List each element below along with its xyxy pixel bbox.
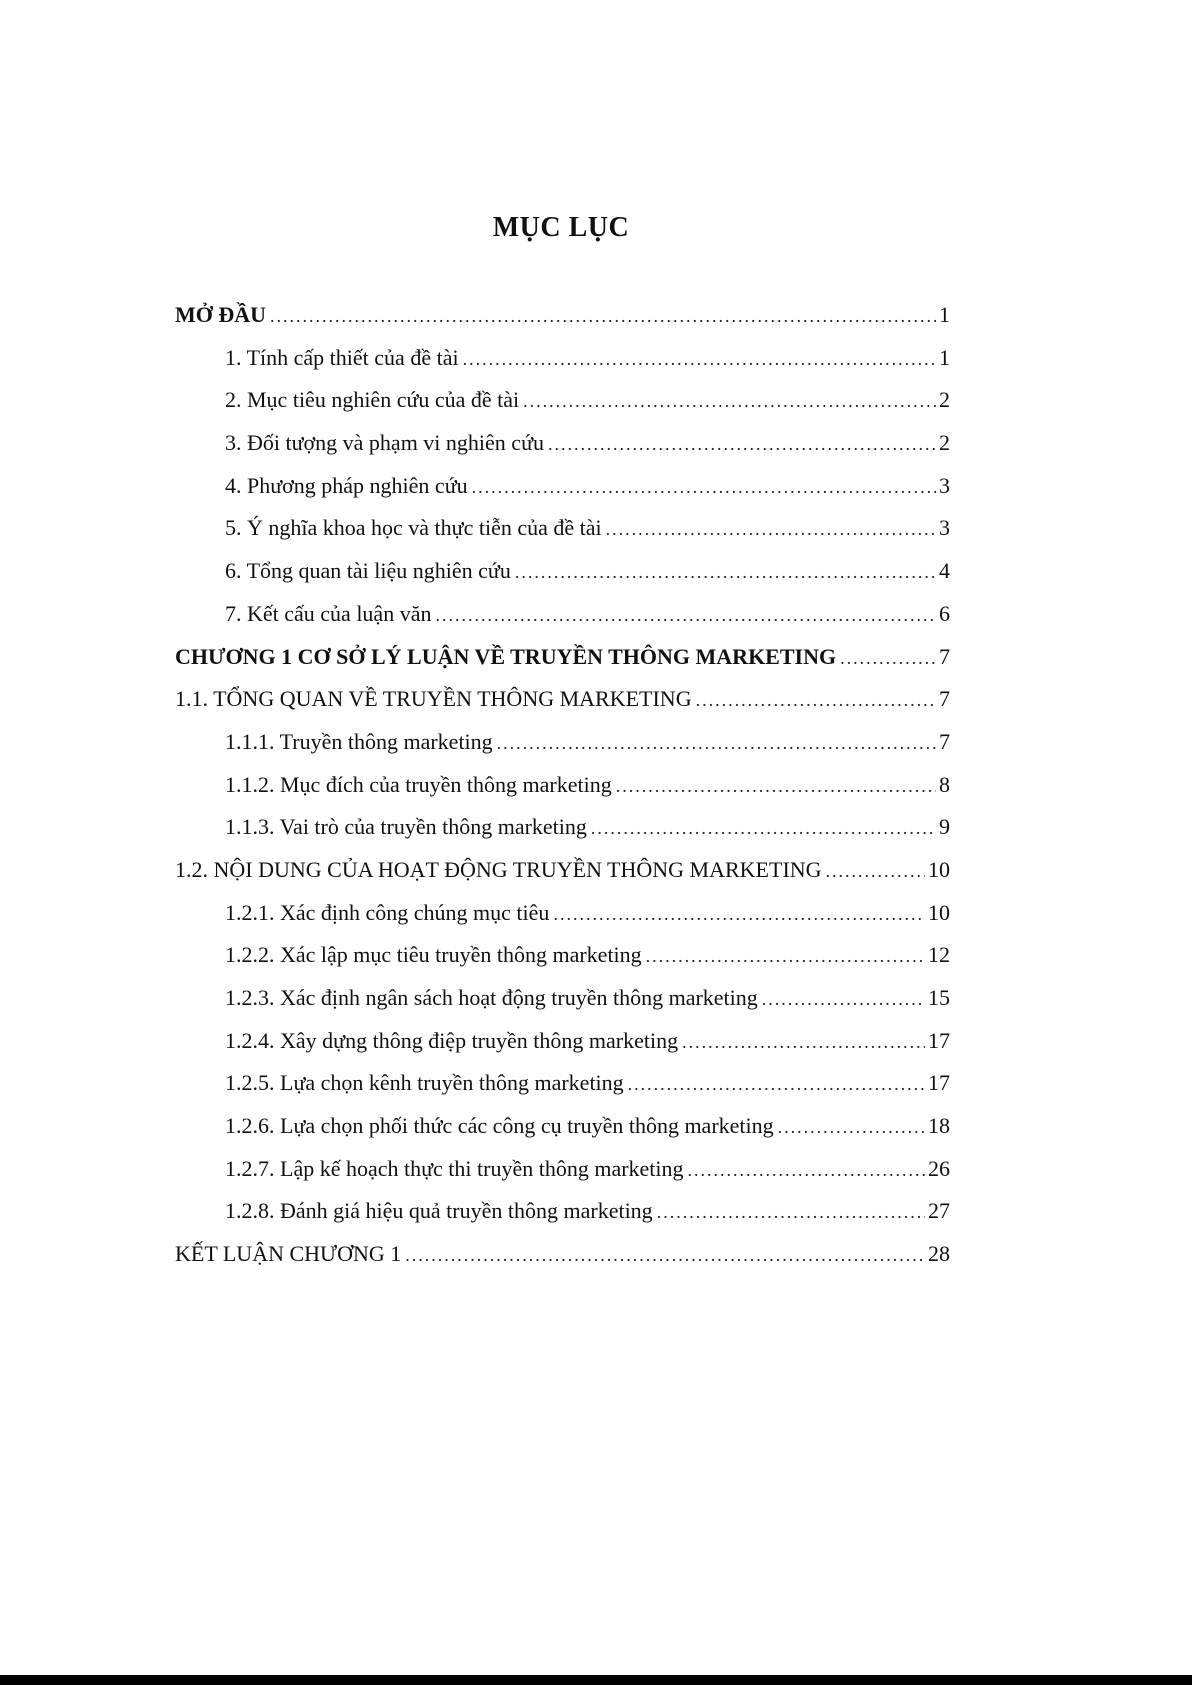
- toc-dot-leader: [657, 1202, 925, 1223]
- toc-entry: [175, 1070, 950, 1113]
- toc-entry-text: 1.2.6. Lựa chọn phối thức các công cụ truyền thông marketing: [225, 1113, 774, 1139]
- toc-dot-leader: [606, 519, 936, 540]
- toc-entry-page-number: 27: [928, 1198, 950, 1224]
- toc-entry-page-number: 8: [939, 771, 950, 797]
- toc-dot-leader: [435, 605, 936, 626]
- toc-dot-leader: [497, 733, 936, 754]
- toc-dot-leader: [628, 1074, 925, 1095]
- toc-entry: [175, 1156, 950, 1199]
- toc-entry-page-number: 10: [928, 899, 950, 925]
- toc-entry-text: 5. Ý nghĩa khoa học và thực tiễn của đề tài: [225, 515, 602, 541]
- toc-entry-page-number: 1: [939, 344, 950, 370]
- toc-entry-text: 7. Kết cấu của luận văn: [225, 600, 432, 626]
- toc-entry-page-number: 9: [939, 814, 950, 840]
- toc-entry-text: MỞ ĐẦU: [175, 302, 267, 327]
- toc-entry: [175, 473, 950, 516]
- toc-title: MỤC LỤC: [492, 212, 630, 243]
- toc-entry-text: 6. Tổng quan tài liệu nghiên cứu: [225, 558, 511, 584]
- toc-entry-page-number: 17: [928, 1027, 950, 1053]
- toc-dot-leader: [688, 1160, 925, 1181]
- toc-dot-leader: [826, 861, 925, 882]
- toc-entry-text: 1. Tính cấp thiết của đề tài: [225, 344, 459, 370]
- toc-entry: [175, 644, 950, 687]
- toc-dot-leader: [523, 391, 936, 412]
- toc-entry-text: 1.2.5. Lựa chọn kênh truyền thông marketing: [225, 1070, 624, 1096]
- toc-entry: [175, 302, 950, 345]
- toc-entry-page-number: 7: [939, 643, 950, 669]
- toc-entry-text: 1.1. TỔNG QUAN VỀ TRUYỀN THÔNG MARKETING: [175, 686, 692, 712]
- toc-entry-page-number: 10: [928, 856, 950, 882]
- toc-entry-text: 1.1.1. Truyền thông marketing: [225, 728, 493, 754]
- toc-entry: [175, 772, 950, 815]
- toc-entry-page-number: 7: [939, 686, 950, 712]
- toc-dot-leader: [682, 1032, 925, 1053]
- toc-entry: [175, 814, 950, 857]
- toc-entry-page-number: 28: [928, 1241, 950, 1267]
- toc-entry-text: 1.2. NỘI DUNG CỦA HOẠT ĐỘNG TRUYỀN THÔNG MARKETING: [175, 856, 822, 882]
- toc-dot-leader: [696, 690, 936, 711]
- toc-entry: [175, 1028, 950, 1071]
- toc-dot-leader: [840, 648, 936, 669]
- toc-entry: [175, 729, 950, 772]
- toc-dot-leader: [405, 1245, 925, 1266]
- toc-entry-text: 3. Đối tượng và phạm vi nghiên cứu: [225, 430, 544, 456]
- toc-entry-text: 4. Phương pháp nghiên cứu: [225, 472, 468, 498]
- toc-entry-page-number: 26: [928, 1155, 950, 1181]
- toc-entry-page-number: 1: [939, 302, 950, 327]
- toc-entry-page-number: 7: [939, 728, 950, 754]
- table-of-contents: [175, 302, 950, 1284]
- toc-entry: [175, 387, 950, 430]
- toc-dot-leader: [646, 946, 925, 967]
- toc-entry-text: 1.2.1. Xác định công chúng mục tiêu: [225, 899, 550, 925]
- toc-dot-leader: [762, 989, 925, 1010]
- toc-dot-leader: [778, 1117, 925, 1138]
- toc-dot-leader: [616, 776, 936, 797]
- toc-entry-text: 1.2.8. Đánh giá hiệu quả truyền thông marketing: [225, 1198, 653, 1224]
- toc-dot-leader: [472, 477, 936, 498]
- toc-entry: [175, 900, 950, 943]
- toc-entry: [175, 558, 950, 601]
- toc-dot-leader: [515, 562, 936, 583]
- toc-entry-text: KẾT LUẬN CHƯƠNG 1: [175, 1241, 402, 1267]
- toc-entry-text: 1.2.7. Lập kế hoạch thực thi truyền thông marketing: [225, 1155, 684, 1181]
- toc-entry-page-number: 18: [928, 1113, 950, 1139]
- toc-entry-text: 1.2.4. Xây dựng thông điệp truyền thông marketing: [225, 1027, 679, 1053]
- toc-entry: [175, 686, 950, 729]
- toc-entry: [175, 1198, 950, 1241]
- toc-dot-leader: [548, 434, 936, 455]
- toc-entry-page-number: 4: [939, 558, 950, 584]
- toc-dot-leader: [270, 306, 936, 327]
- toc-entry-page-number: 6: [939, 600, 950, 626]
- toc-entry-page-number: 3: [939, 515, 950, 541]
- toc-entry-page-number: 17: [928, 1070, 950, 1096]
- toc-entry: [175, 515, 950, 558]
- toc-entry-text: CHƯƠNG 1 CƠ SỞ LÝ LUẬN VỀ TRUYỀN THÔNG MARKETING: [175, 643, 837, 669]
- toc-entry-page-number: 2: [939, 430, 950, 456]
- toc-entry: [175, 1241, 950, 1284]
- toc-entry: [175, 857, 950, 900]
- page-bottom-border: [0, 1675, 1192, 1685]
- toc-entry-page-number: 2: [939, 387, 950, 413]
- toc-entry: [175, 345, 950, 388]
- toc-entry: [175, 1113, 950, 1156]
- toc-dot-leader: [591, 818, 936, 839]
- toc-entry: [175, 985, 950, 1028]
- toc-entry: [175, 601, 950, 644]
- toc-dot-leader: [553, 904, 925, 925]
- toc-entry-page-number: 12: [928, 942, 950, 968]
- toc-entry-page-number: 15: [928, 985, 950, 1010]
- toc-entry-text: 1.2.3. Xác định ngân sách hoạt động truyền thông marketing: [225, 985, 758, 1010]
- toc-entry-page-number: 3: [939, 472, 950, 498]
- toc-entry-text: 1.1.3. Vai trò của truyền thông marketing: [225, 814, 587, 840]
- toc-dot-leader: [463, 349, 936, 370]
- toc-entry-text: 1.1.2. Mục đích của truyền thông marketing: [225, 771, 612, 797]
- toc-entry-text: 2. Mục tiêu nghiên cứu của đề tài: [225, 387, 520, 413]
- toc-entry: [175, 942, 950, 985]
- toc-entry: [175, 430, 950, 473]
- toc-entry-text: 1.2.2. Xác lập mục tiêu truyền thông marketing: [225, 942, 642, 968]
